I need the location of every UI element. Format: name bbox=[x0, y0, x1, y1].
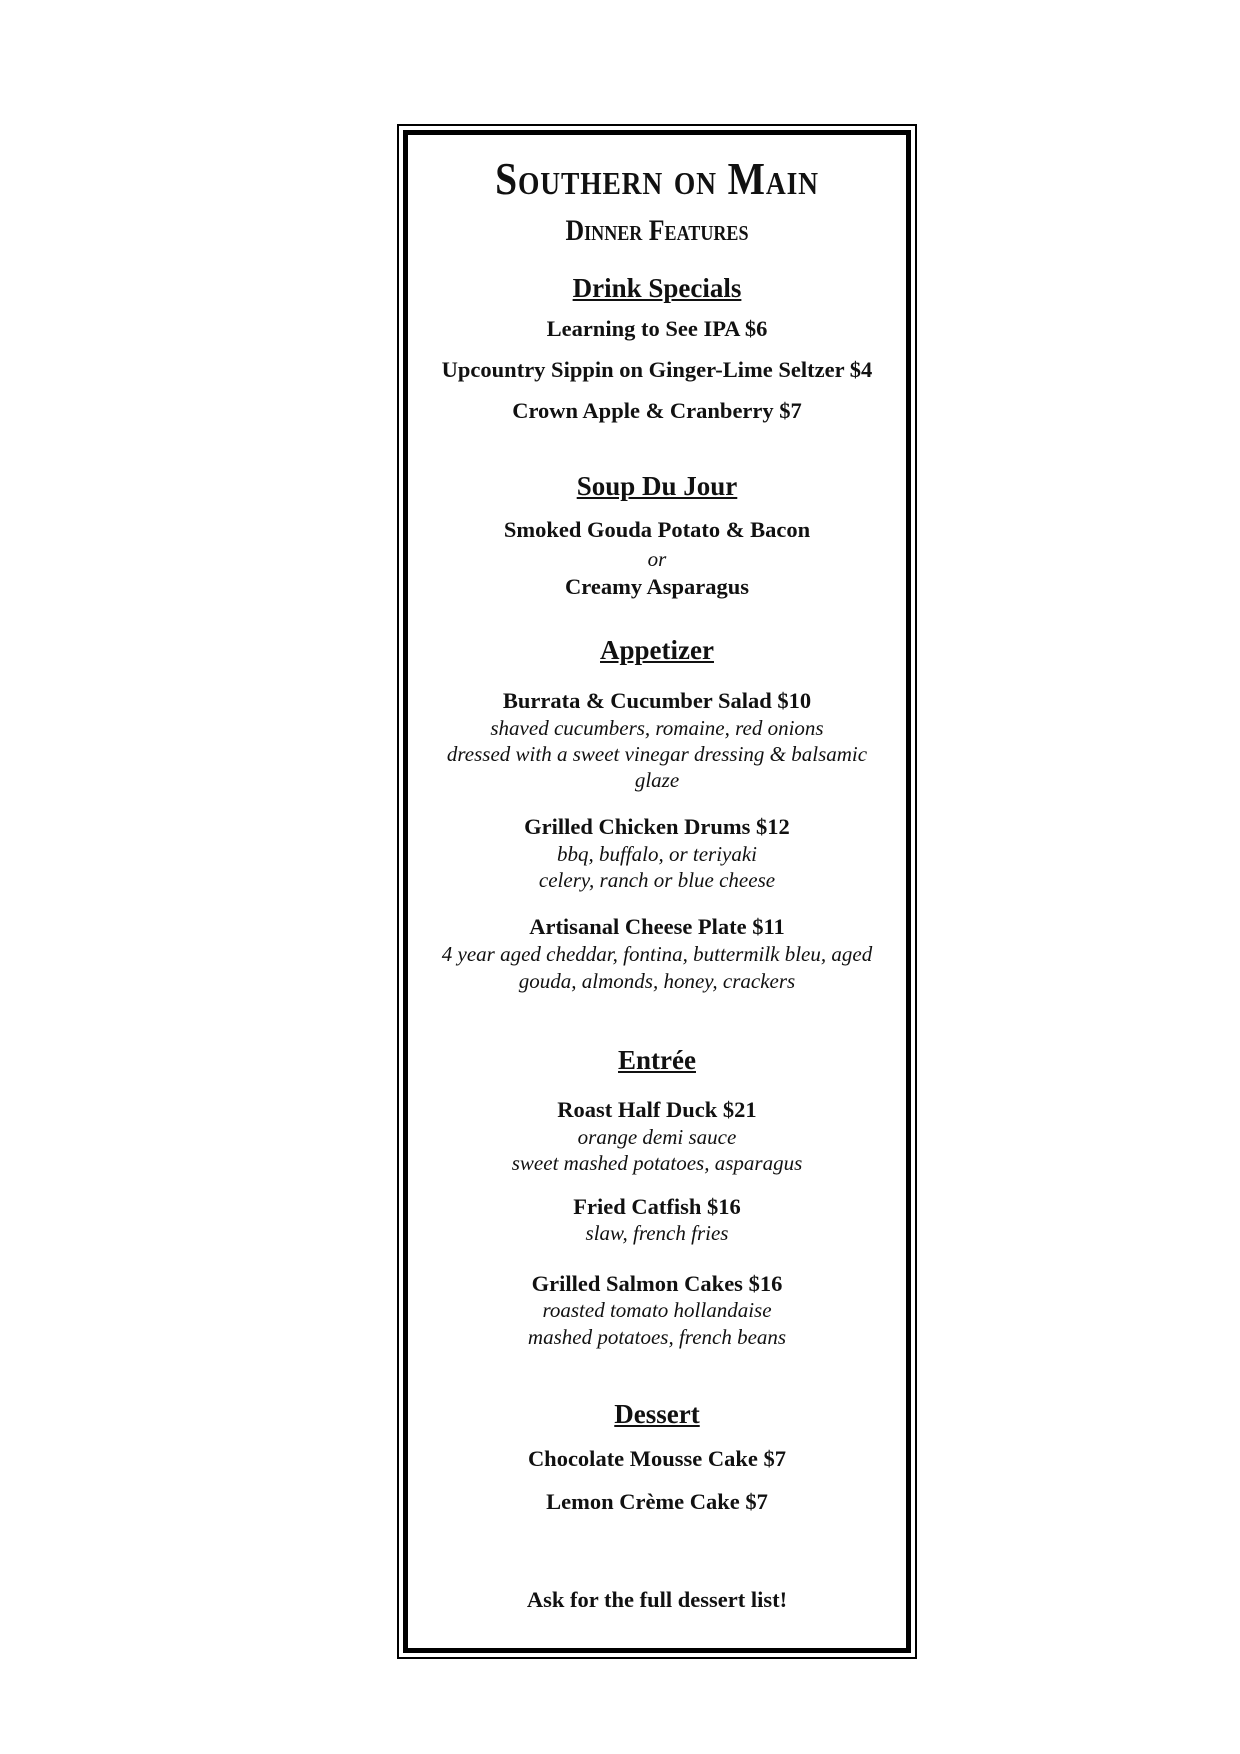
appetizer-desc: 4 year aged cheddar, fontina, buttermilk bleu, aged bbox=[441, 942, 873, 966]
drink-item: Crown Apple & Cranberry $7 bbox=[512, 398, 802, 423]
appetizer-desc: glaze bbox=[634, 768, 680, 792]
menu-content bbox=[408, 135, 906, 1648]
entree-heading: Entrée bbox=[618, 1045, 696, 1075]
entree-desc: mashed potatoes, french beans bbox=[527, 1325, 787, 1349]
entree-desc: roasted tomato hollandaise bbox=[542, 1298, 772, 1322]
appetizer-name: Burrata & Cucumber Salad $10 bbox=[502, 688, 812, 713]
appetizer-heading: Appetizer bbox=[600, 635, 714, 665]
soup-heading: Soup Du Jour bbox=[576, 471, 738, 501]
soup-or: or bbox=[647, 547, 667, 571]
menu-subtitle: Dinner Features bbox=[565, 214, 749, 247]
entree-name: Fried Catfish $16 bbox=[573, 1194, 741, 1219]
appetizer-desc: bbq, buffalo, or teriyaki bbox=[556, 842, 758, 866]
soup-option: Smoked Gouda Potato & Bacon bbox=[503, 517, 811, 542]
drink-specials-heading: Drink Specials bbox=[572, 273, 742, 303]
drink-item: Learning to See IPA $6 bbox=[546, 316, 768, 341]
dessert-item: Chocolate Mousse Cake $7 bbox=[527, 1446, 787, 1471]
drink-item: Upcountry Sippin on Ginger-Lime Seltzer $4 bbox=[441, 357, 873, 382]
appetizer-desc: celery, ranch or blue cheese bbox=[538, 868, 776, 892]
appetizer-name: Grilled Chicken Drums $12 bbox=[524, 814, 790, 839]
entree-desc: sweet mashed potatoes, asparagus bbox=[511, 1151, 803, 1175]
appetizer-name: Artisanal Cheese Plate $11 bbox=[529, 914, 785, 939]
entree-name: Roast Half Duck $21 bbox=[557, 1097, 757, 1122]
entree-name: Grilled Salmon Cakes $16 bbox=[531, 1271, 783, 1296]
soup-option: Creamy Asparagus bbox=[565, 574, 749, 599]
appetizer-desc: shaved cucumbers, romaine, red onions bbox=[490, 716, 824, 740]
entree-desc: orange demi sauce bbox=[577, 1125, 737, 1149]
appetizer-desc: gouda, almonds, honey, crackers bbox=[518, 969, 796, 993]
entree-desc: slaw, french fries bbox=[585, 1221, 729, 1245]
restaurant-name: Southern on Main bbox=[495, 153, 819, 204]
dessert-heading: Dessert bbox=[614, 1399, 700, 1429]
dessert-item: Lemon Crème Cake $7 bbox=[546, 1489, 768, 1514]
appetizer-desc: dressed with a sweet vinegar dressing & balsamic bbox=[446, 742, 868, 766]
dessert-note: Ask for the full dessert list! bbox=[526, 1587, 788, 1612]
